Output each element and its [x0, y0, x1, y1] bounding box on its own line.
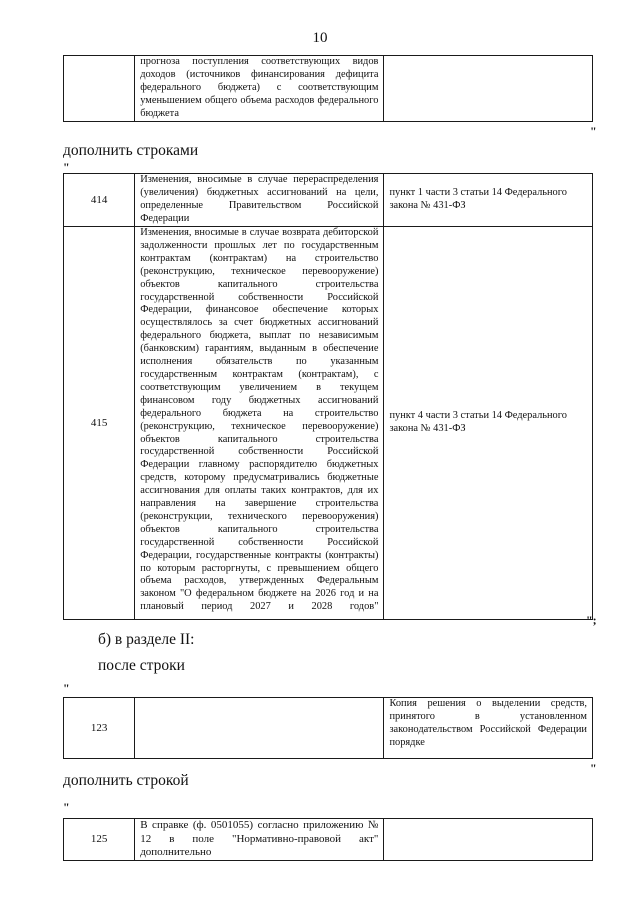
table-row [64, 698, 593, 759]
row-description-cell: В справке (ф. 0501055) согласно приложению № 12 в поле "Нормативно-правовой акт" дополнительно [135, 819, 384, 861]
table-row [64, 56, 593, 122]
row-number-cell: 414 [64, 174, 135, 227]
reference-row-table [63, 697, 593, 759]
position-instruction-heading: после строки [98, 657, 185, 674]
opening-quote: " [63, 800, 70, 814]
row-number-cell: 415 [64, 227, 135, 620]
added-row-table [63, 818, 593, 861]
row-number-cell: 123 [64, 698, 135, 759]
opening-quote: " [63, 681, 70, 695]
closing-quote: "; [586, 613, 597, 627]
added-rows-table [63, 173, 593, 620]
row-number-cell: 125 [64, 819, 135, 861]
row-basis-cell: пункт 1 части 3 статьи 14 Федерального закона № 431-ФЗ [384, 174, 593, 227]
page-number: 10 [312, 30, 328, 46]
table-row [64, 174, 593, 227]
table-row [64, 819, 593, 861]
closing-quote: " [590, 761, 597, 775]
row-basis-cell: пункт 4 части 3 статьи 14 Федерального закона № 431-ФЗ [384, 227, 593, 620]
closing-quote: " [590, 124, 597, 138]
row-number-cell [64, 56, 135, 122]
table-row [64, 227, 593, 620]
opening-quote: " [63, 160, 70, 174]
row-description-cell: Изменения, вносимые в случае перераспределения (увеличения) бюджетных ассигнований на цели, определенные Правительством Российской Федерации [135, 174, 384, 227]
continuation-table [63, 55, 593, 122]
section-reference-heading: б) в разделе II: [98, 631, 195, 648]
row-description-cell: Изменения, вносимые в случае возврата дебиторской задолженности прошлых лет по государственным контрактам (контрактам) на строительство (реконструкцию, техническое перевооружение) объектов капитального строительства государственной собственности Российской Федерации, финансовое обеспечение которых осуществлялось за счет бюджетных ассигнований федерального бюджета, выплат по независимым (банковским) гарантиям, выданным в обеспечение исполнения обязательств по указанным государственным контрактам (контрактам), с соответствующим увеличением в текущем финансовом году бюджетных ассигнований федерального бюджета на строительство (реконструкцию, техническое перевооружение) объектов капитального строительства государственной собственности Российской Федерации главному распорядителю бюджетных средств, которому предусматривались бюджетные ассигнования для оплаты таких контрактов, для их направления на завершение строительства (реконструкции, технического перевооружения) объектов капитального строительства государственной собственности Российской Федерации, государственные контракты (контракты) по которым расторгнуты, с превышением общего объема расходов, утвержденных Федеральным законом "О федеральном бюджете на 2026 год и на плановый период 2027 и 2028 годов" [135, 227, 384, 620]
row-description-cell [135, 698, 384, 759]
section-instruction-heading: дополнить строками [63, 142, 199, 159]
section-instruction-heading: дополнить строкой [63, 772, 189, 789]
row-basis-cell [384, 56, 593, 122]
row-basis-cell [384, 819, 593, 861]
row-description-cell: прогноза поступления соответствующих видов доходов (источников финансирования дефицита федерального бюджета) с соответствующим уменьшением общего объема расходов федерального бюджета [135, 56, 384, 122]
row-basis-cell: Копия решения о выделении средств, принятого в установленном законодательством Российской Федерации порядке [384, 698, 593, 759]
